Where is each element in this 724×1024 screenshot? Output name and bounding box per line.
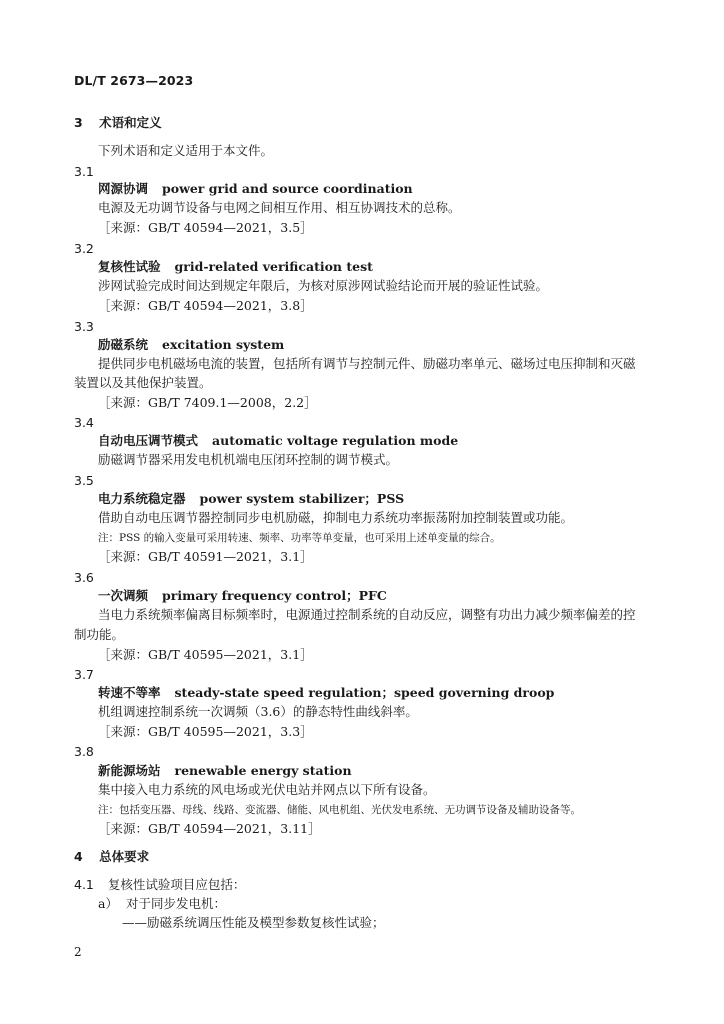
term-definition-continued: 装置以及其他保护装置。: [74, 375, 212, 390]
term-title: [98, 337, 284, 353]
term-definition: 电源及无功调节设备与电网之间相互作用、相互协调技术的总称。: [98, 200, 461, 215]
clause-text: 复核性试验项目应包括：: [107, 877, 246, 892]
term-number: 3.5: [74, 473, 94, 488]
term-number: 3.8: [74, 744, 94, 759]
term-title: [98, 588, 387, 604]
list-item-label: a）: [98, 896, 118, 911]
term-note: 注：包括变压器、母线、线路、变流器、储能、风电机组、光伏发电系统、无功调节设备及辅助设备等。: [98, 804, 581, 816]
page-number: 2: [74, 945, 82, 959]
section-3-heading: [74, 115, 162, 131]
term-source: ［来源：GB/T 40594—2021，3.5］: [98, 220, 313, 235]
term-english: excitation system: [162, 337, 285, 352]
term-number: 3.2: [74, 241, 94, 256]
section-number: 3: [74, 115, 83, 130]
term-source: ［来源：GB/T 40595—2021，3.3］: [98, 724, 313, 739]
term-english: renewable energy station: [174, 763, 352, 778]
term-source: ［来源：GB/T 7409.1—2008，2.2］: [98, 395, 317, 410]
section-intro: 下列术语和定义适用于本文件。: [98, 143, 274, 158]
term-definition: 借助自动电压调节器控制同步电机励磁，抑制电力系统功率振荡附加控制装置或功能。: [98, 510, 574, 525]
term-note: 注：PSS 的输入变量可采用转速、频率、功率等单变量，也可采用上述单变量的综合。: [98, 532, 501, 544]
term-chinese: 转速不等率: [98, 685, 161, 700]
clause-number: 4.1: [74, 877, 94, 892]
term-definition: 涉网试验完成时间达到规定年限后，为核对原涉网试验结论而开展的验证性试验。: [98, 278, 549, 293]
term-number: 3.7: [74, 667, 94, 682]
term-definition: 集中接入电力系统的风电场或光伏电站并网点以下所有设备。: [98, 782, 436, 797]
term-title: [98, 433, 458, 449]
term-definition: 当电力系统频率偏离目标频率时，电源通过控制系统的自动反应，调整有功出力减少频率偏差的控: [98, 607, 636, 622]
term-title: [98, 763, 352, 779]
term-definition: 励磁调节器采用发电机机端电压闭环控制的调节模式。: [98, 452, 399, 467]
clause-4-1: [74, 877, 245, 893]
section-title: 术语和定义: [99, 115, 162, 130]
term-chinese: 网源协调: [98, 181, 149, 196]
term-number: 3.6: [74, 570, 94, 585]
term-source: ［来源：GB/T 40591—2021，3.1］: [98, 549, 313, 564]
list-item-a: [98, 896, 226, 912]
section-4-heading: [74, 849, 149, 865]
term-definition-continued: 制功能。: [74, 627, 125, 642]
term-source: ［来源：GB/T 40594—2021，3.8］: [98, 298, 313, 313]
term-english: primary frequency control；PFC: [162, 588, 387, 603]
term-english: automatic voltage regulation mode: [212, 433, 459, 448]
term-english: steady-state speed regulation；speed governing droop: [174, 685, 555, 700]
term-source: ［来源：GB/T 40595—2021，3.1］: [98, 647, 313, 662]
term-title: [98, 259, 373, 275]
section-title: 总体要求: [99, 849, 150, 864]
term-title: [98, 685, 554, 701]
term-chinese: 复核性试验: [98, 259, 161, 274]
section-number: 4: [74, 849, 83, 864]
term-english: grid-related verification test: [174, 259, 373, 274]
term-english: power grid and source coordination: [162, 181, 413, 196]
document-code-header: DL/T 2673—2023: [74, 73, 194, 88]
term-chinese: 一次调频: [98, 588, 149, 603]
term-chinese: 新能源场站: [98, 763, 161, 778]
term-title: [98, 181, 413, 197]
term-number: 3.3: [74, 319, 94, 334]
term-source: ［来源：GB/T 40594—2021，3.11］: [98, 821, 321, 836]
list-item-text: 对于同步发电机：: [125, 896, 226, 911]
term-title: [98, 491, 404, 507]
term-english: power system stabilizer；PSS: [199, 491, 405, 506]
term-definition: 提供同步电机磁场电流的装置，包括所有调节与控制元件、励磁功率单元、磁场过电压抑制和灭磁: [98, 356, 636, 371]
dash-list-item: ——励磁系统调压性能及模型参数复核性试验；: [122, 915, 385, 930]
term-chinese: 电力系统稳定器: [98, 491, 186, 506]
term-definition: 机组调速控制系统一次调频（3.6）的静态特性曲线斜率。: [98, 704, 418, 719]
term-number: 3.1: [74, 164, 94, 179]
term-number: 3.4: [74, 415, 94, 430]
term-chinese: 自动电压调节模式: [98, 433, 199, 448]
term-chinese: 励磁系统: [98, 337, 149, 352]
